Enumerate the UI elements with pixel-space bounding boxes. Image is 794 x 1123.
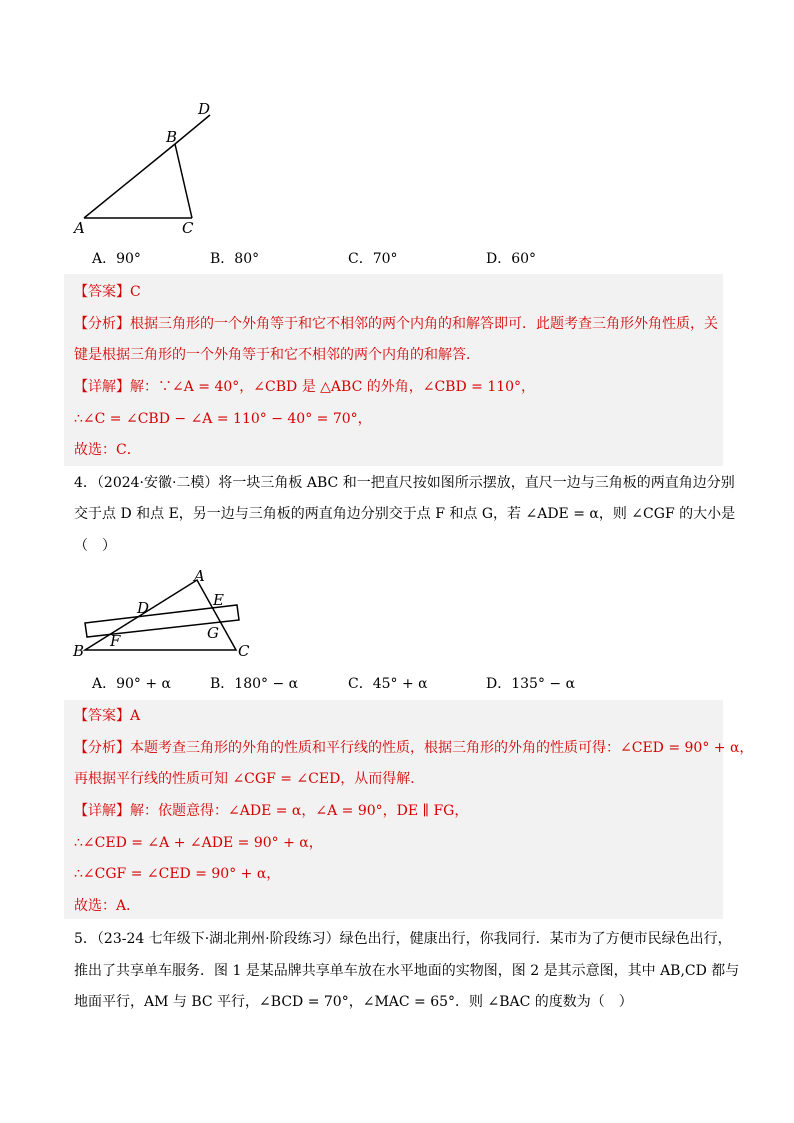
q4-option-a: A．90° + α: [92, 676, 172, 692]
q4-stem-line1: 4．（2024·安徽·二模）将一块三角板 ABC 和一把直尺按如图所示摆放，直尺一边与三角板的两直角边分别: [74, 475, 735, 491]
q4-label-a: A: [194, 567, 205, 585]
q3-detail-line1: 【详解】解：∵∠A = 40°，∠CBD 是 △ABC 的外角，∠CBD = 110°，: [74, 379, 536, 395]
q5-stem-line1: 5．（23-24 七年级下·湖北荆州·阶段练习）绿色出行，健康出行，你我同行．某市为了方便市民绿色出行，: [74, 931, 732, 947]
q3-analysis-line1: 【分析】根据三角形的一个外角等于和它不相邻的两个内角的和解答即可．此题考查三角形外角性质，关: [74, 316, 718, 332]
q4-detail-line2: ∴∠CED = ∠A + ∠ADE = 90° + α，: [74, 835, 323, 851]
q3-label-d: D: [198, 100, 211, 118]
q3-option-b: B．80°: [210, 251, 260, 267]
q4-stem-line3: （ ）: [74, 538, 116, 554]
q5-stem-line3: 地面平行，AM 与 BC 平行，∠BCD = 70°，∠MAC = 65°．则 ∠BAC 的度数为（ ）: [74, 994, 633, 1010]
q3-choice: 故选：C．: [74, 442, 141, 458]
q4-detail-line1: 【详解】解：依题意得：∠ADE = α，∠A = 90°，DE ∥ FG，: [74, 803, 469, 819]
q4-analysis-line2: 再根据平行线的性质可知 ∠CGF = ∠CED，从而得解．: [74, 771, 425, 787]
q3-segment-bc: [175, 144, 192, 218]
q4-choice: 故选：A．: [74, 898, 141, 914]
q4-triangle-ruler-figure: [70, 565, 260, 660]
q3-option-d: D．60°: [486, 251, 537, 267]
q4-label-g: G: [207, 624, 219, 642]
q4-label-c: C: [238, 642, 250, 660]
q4-label-d: D: [137, 599, 150, 617]
q4-option-c: C．45° + α: [348, 676, 428, 692]
q4-detail-line3: ∴∠CGF = ∠CED = 90° + α，: [74, 866, 281, 882]
q3-solution-block: [64, 274, 723, 466]
q3-detail-line2: ∴∠C = ∠CBD − ∠A = 110° − 40° = 70°，: [74, 411, 372, 427]
q3-segment-ab: [84, 144, 175, 218]
q3-option-c: C．70°: [348, 251, 398, 267]
q4-label-f: F: [110, 632, 121, 650]
q4-stem-line2: 交于点 D 和点 E，另一边与三角板的两直角边分别交于点 F 和点 G，若 ∠ADE = α，则 ∠CGF 的大小是: [74, 506, 736, 522]
q3-answer: 【答案】C: [74, 284, 141, 300]
q4-answer: 【答案】A: [74, 708, 141, 724]
q3-option-a: A．90°: [92, 251, 141, 267]
q4-label-b: B: [73, 642, 85, 660]
q4-analysis-line1: 【分析】本题考查三角形的外角的性质和平行线的性质，根据三角形的外角的性质可得：∠CED = 90° + α，: [74, 740, 754, 756]
q4-label-e: E: [213, 591, 224, 609]
q3-analysis-line2: 键是根据三角形的一个外角等于和它不相邻的两个内角的和解答．: [74, 347, 480, 363]
q3-label-b: B: [166, 128, 178, 146]
q3-label-c: C: [182, 219, 194, 237]
q5-stem-line2: 推出了共享单车服务．图 1 是某品牌共享单车放在水平地面的实物图，图 2 是其示意图，其中 AB,CD 都与: [74, 963, 740, 979]
q4-option-b: B．180° − α: [210, 676, 299, 692]
q4-option-d: D．135° − α: [486, 676, 576, 692]
q3-label-a: A: [74, 219, 85, 237]
q3-segment-bd: [175, 115, 210, 144]
